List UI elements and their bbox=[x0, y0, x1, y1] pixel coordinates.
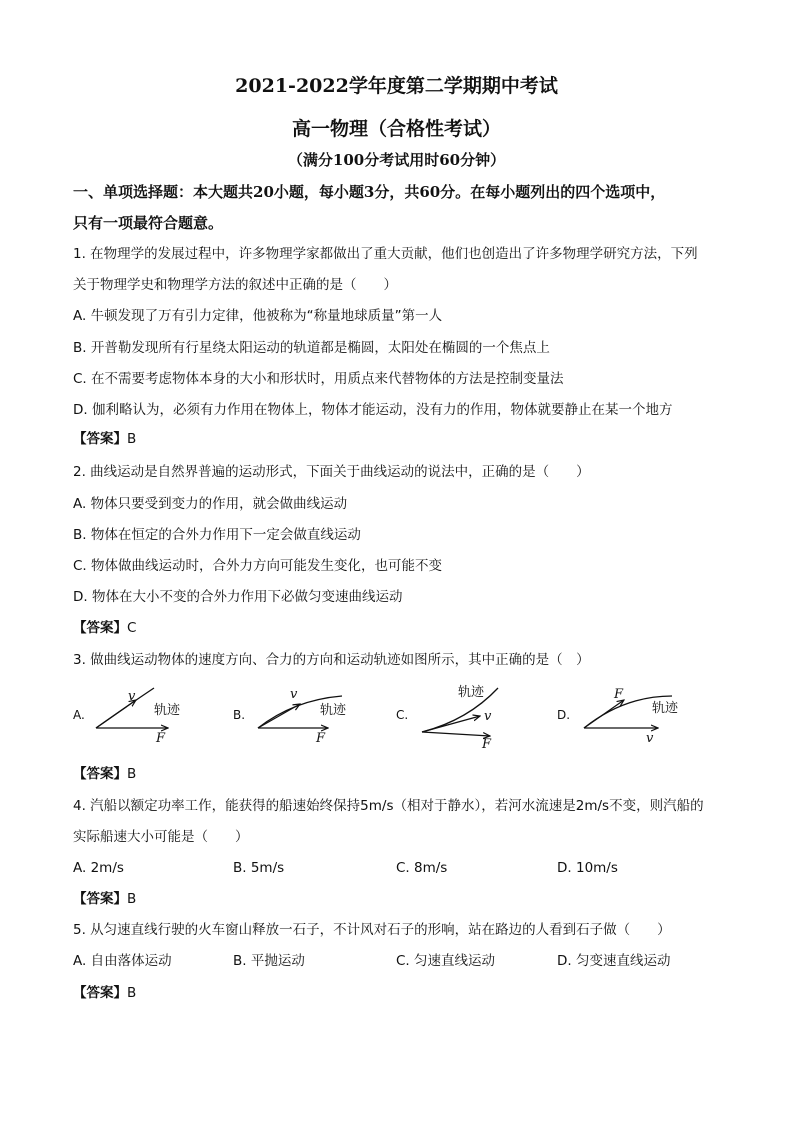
force-label: F bbox=[316, 731, 326, 746]
q4-answer bbox=[73, 890, 136, 908]
velocity-arrow bbox=[422, 716, 480, 732]
q1-option-a: A. 牛顿发现了万有引力定律，他被称为“称量地球质量”第一人 bbox=[73, 308, 443, 324]
force-label: F bbox=[614, 687, 624, 702]
q3-figure-b-label: B. bbox=[233, 708, 246, 722]
q3-figure-d bbox=[580, 684, 690, 746]
answer-label: 【答案】 bbox=[73, 985, 127, 1001]
exam-subtitle: 高一物理（合格性考试） bbox=[291, 118, 501, 140]
q2-option-a: A. 物体只要受到变力的作用，就会做曲线运动 bbox=[73, 496, 348, 512]
q5-option-a: A. 自由落体运动 bbox=[73, 953, 172, 969]
q4-stem-line1: 4. 汽船以额定功率工作，能获得的船速始终保持5m/s（相对于静水），若河水流速是2m/s不变，则汽船的 bbox=[73, 798, 704, 814]
q3-figure-c bbox=[418, 680, 518, 750]
q2-option-d: D. 物体在大小不变的合外力作用下必做匀变速曲线运动 bbox=[73, 589, 403, 605]
q2-answer-value: C bbox=[127, 620, 137, 636]
force-label: F bbox=[482, 737, 492, 750]
q1-stem-line1: 1. 在物理学的发展过程中，许多物理学家都做出了重大贡献，他们也创造出了许多物理学研究方法，下列 bbox=[73, 246, 698, 262]
q3-figure-a-label: A. bbox=[73, 708, 85, 722]
q5-answer bbox=[73, 984, 136, 1002]
q5-stem-line1: 5. 从匀速直线行驶的火车窗山释放一石子，不计风对石子的形响，站在路边的人看到石子做（ ） bbox=[73, 922, 671, 938]
velocity-label: v bbox=[128, 689, 136, 704]
q4-option-a: A. 2m/s bbox=[73, 860, 124, 876]
answer-label: 【答案】 bbox=[73, 620, 127, 636]
q4-option-b: B. 5m/s bbox=[233, 860, 285, 876]
q1-option-b: B. 开普勒发现所有行星绕太阳运动的轨道都是椭圆，太阳处在椭圆的一个焦点上 bbox=[73, 340, 550, 356]
answer-label: 【答案】 bbox=[73, 431, 127, 447]
q1-stem-line2: 关于物理学史和物理学方法的叙述中正确的是（ ） bbox=[73, 277, 397, 293]
force-arrow bbox=[584, 700, 624, 728]
q3-stem-line1: 3. 做曲线运动物体的速度方向、合力的方向和运动轨迹如图所示，其中正确的是（ ） bbox=[73, 652, 590, 668]
q5-option-b: B. 平抛运动 bbox=[233, 953, 305, 969]
q5-option-c: C. 匀速直线运动 bbox=[396, 953, 496, 969]
track-label: 轨迹 bbox=[652, 701, 679, 716]
q3-figure-c-label: C. bbox=[396, 708, 409, 722]
q4-option-c: C. 8m/s bbox=[396, 860, 448, 876]
force-label: F bbox=[156, 731, 166, 746]
q2-option-b: B. 物体在恒定的合外力作用下一定会做直线运动 bbox=[73, 527, 361, 543]
q3-answer-value: B bbox=[127, 766, 137, 782]
answer-label: 【答案】 bbox=[73, 891, 127, 907]
q4-option-d: D. 10m/s bbox=[557, 860, 618, 876]
q3-answer bbox=[73, 765, 136, 783]
exam-title: 2021-2022学年度第二学期期中考试 bbox=[235, 75, 558, 97]
q2-answer bbox=[73, 619, 136, 637]
q4-stem-line2: 实际船速大小可能是（ ） bbox=[73, 829, 249, 845]
velocity-arrow bbox=[258, 704, 300, 728]
q5-option-d: D. 匀变速直线运动 bbox=[557, 953, 671, 969]
section-heading-line1: 一、单项选择题：本大题共20小题，每小题3分，共60分。在每小题列出的四个选项中， bbox=[73, 183, 666, 201]
exam-note: （满分100分考试用时60分钟） bbox=[287, 151, 506, 169]
velocity-arrow bbox=[96, 700, 136, 728]
q2-stem-line1: 2. 曲线运动是自然界普遍的运动形式，下面关于曲线运动的说法中，正确的是（ ） bbox=[73, 464, 590, 480]
section-heading-line2: 只有一项最符合题意。 bbox=[73, 214, 224, 232]
track-label: 轨迹 bbox=[320, 703, 347, 718]
velocity-label: v bbox=[646, 731, 654, 746]
track-label: 轨迹 bbox=[458, 685, 485, 700]
q3-figure-b bbox=[254, 684, 364, 746]
q1-answer bbox=[73, 430, 136, 448]
track-label: 轨迹 bbox=[154, 703, 181, 718]
force-arrow bbox=[422, 732, 490, 736]
velocity-label: v bbox=[290, 687, 298, 702]
answer-label: 【答案】 bbox=[73, 766, 127, 782]
q3-figure-d-label: D. bbox=[557, 708, 571, 722]
velocity-label: v bbox=[484, 709, 492, 724]
q3-figure-a bbox=[92, 684, 202, 746]
q1-answer-value: B bbox=[127, 431, 137, 447]
q1-option-c: C. 在不需要考虑物体本身的大小和形状时，用质点来代替物体的方法是控制变量法 bbox=[73, 371, 564, 387]
q1-option-d: D. 伽利略认为，必须有力作用在物体上，物体才能运动，没有力的作用，物体就要静止在某一个地方 bbox=[73, 402, 673, 418]
q2-option-c: C. 物体做曲线运动时，合外力方向可能发生变化，也可能不变 bbox=[73, 558, 443, 574]
q4-answer-value: B bbox=[127, 891, 137, 907]
q5-answer-value: B bbox=[127, 985, 137, 1001]
